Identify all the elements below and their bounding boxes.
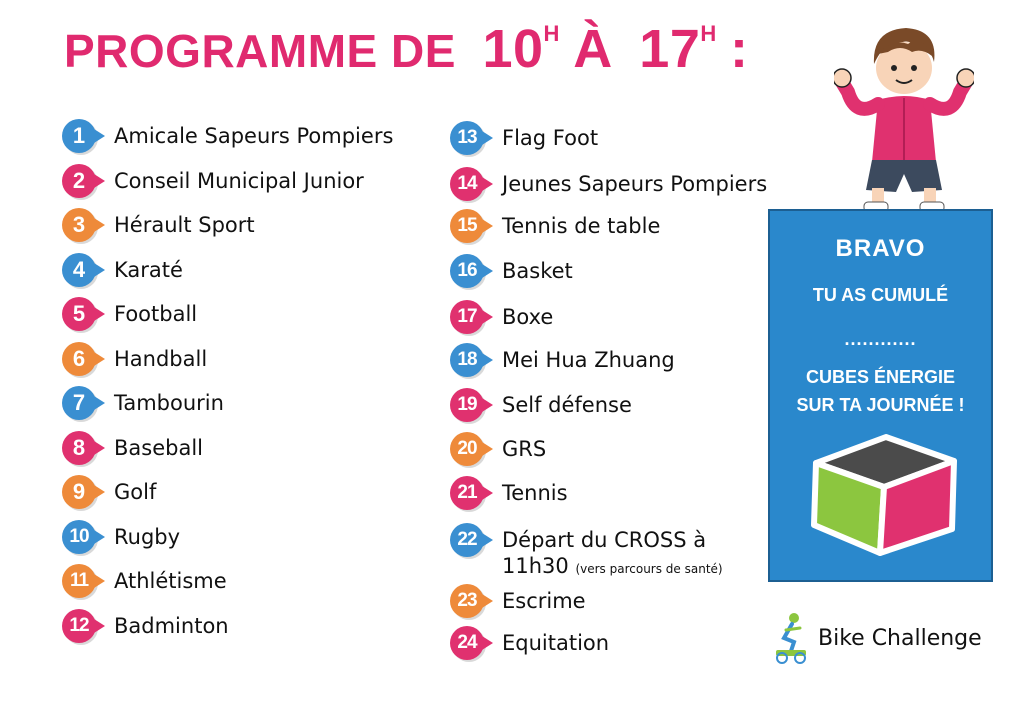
activity-label-line2 — [502, 554, 723, 578]
activity-note: (vers parcours de santé) — [575, 562, 723, 576]
number-badge-text: 13 — [457, 127, 477, 148]
number-badge — [62, 253, 96, 287]
activity-item — [62, 205, 255, 245]
number-badge-text: 8 — [72, 434, 86, 460]
activity-label: Tambourin — [114, 391, 224, 415]
activity-item — [62, 383, 224, 423]
activity-label: Amicale Sapeurs Pompiers — [114, 124, 394, 148]
activity-label: Baseball — [114, 435, 204, 460]
number-badge — [62, 609, 96, 643]
activity-label: Départ du CROSS à — [502, 528, 707, 552]
number-badge-text: 24 — [457, 632, 477, 653]
title-connector: À — [573, 19, 613, 79]
card-cumul: TU AS CUMULÉ — [812, 285, 949, 305]
number-badge-text: 9 — [72, 479, 86, 504]
number-badge — [450, 626, 484, 660]
energy-cube-icon — [808, 433, 958, 558]
number-badge — [62, 119, 96, 153]
cyclist-icon — [772, 612, 810, 664]
card-cubes-line2: SUR TA JOURNÉE ! — [796, 395, 965, 415]
activity-label: Badminton — [114, 613, 229, 638]
activity-label: Jeunes Sapeurs Pompiers — [502, 172, 768, 196]
number-badge-text: 19 — [457, 394, 477, 415]
number-badge-text: 3 — [72, 212, 86, 237]
activity-item — [62, 294, 197, 334]
number-badge — [62, 386, 96, 420]
number-badge — [450, 300, 484, 334]
number-badge — [450, 121, 484, 155]
number-badge — [62, 475, 96, 509]
activity-item — [62, 250, 183, 290]
activity-item — [450, 340, 675, 380]
activity-item — [62, 116, 393, 156]
number-badge — [62, 342, 96, 376]
activity-label: Flag Foot — [502, 126, 599, 150]
activity-item — [450, 118, 598, 158]
number-badge — [450, 343, 484, 377]
title-end-hour: 17 — [639, 19, 701, 79]
number-badge — [62, 208, 96, 242]
page-title — [64, 18, 749, 80]
activity-label: GRS — [502, 437, 547, 461]
card-blank-line: ............ — [844, 329, 917, 349]
number-badge-text: 2 — [72, 167, 86, 193]
activity-label: Escrime — [502, 589, 586, 613]
number-badge-text: 5 — [72, 301, 86, 326]
activity-label: Equitation — [502, 631, 610, 655]
flexing-boy-illustration — [834, 22, 974, 221]
number-badge-text: 7 — [72, 390, 86, 415]
activity-label: Tennis de table — [502, 214, 661, 238]
title-prefix: PROGRAMME DE — [64, 25, 456, 77]
activity-item — [62, 606, 229, 646]
number-badge — [62, 520, 96, 554]
activity-label: Golf — [114, 480, 157, 504]
activity-item — [62, 339, 207, 379]
title-start-hour: 10 — [482, 19, 544, 79]
activity-item — [450, 473, 568, 513]
number-badge-text: 15 — [457, 215, 477, 236]
number-badge — [62, 564, 96, 598]
number-badge-text: 20 — [457, 438, 477, 459]
activity-item — [450, 581, 586, 621]
number-badge-text: 6 — [72, 345, 86, 371]
activity-label: Athlétisme — [114, 569, 227, 593]
activity-item — [62, 472, 156, 512]
number-badge — [450, 254, 484, 288]
activity-label: Conseil Municipal Junior — [114, 168, 364, 193]
number-badge-text: 16 — [457, 260, 477, 281]
activity-item — [450, 385, 632, 425]
activity-label: Handball — [114, 346, 208, 371]
number-badge-text: 14 — [457, 173, 477, 194]
activity-item — [450, 623, 609, 663]
activity-label: Football — [114, 302, 198, 326]
bike-challenge — [772, 612, 982, 664]
number-badge — [450, 388, 484, 422]
activity-label: Tennis — [502, 481, 568, 505]
activity-item — [450, 206, 660, 246]
number-badge-text: 18 — [457, 349, 477, 370]
activity-list-right — [450, 118, 780, 673]
card-cubes-line1: CUBES ÉNERGIE — [805, 367, 956, 387]
number-badge-text: 11 — [69, 570, 89, 591]
number-badge-text: 12 — [69, 614, 89, 636]
number-badge — [450, 523, 484, 557]
title-start-unit: H — [543, 21, 560, 46]
number-badge — [450, 167, 484, 201]
number-badge-text: 17 — [457, 306, 477, 327]
activity-list-left — [62, 116, 442, 656]
activity-item — [62, 161, 364, 201]
title-colon: : — [730, 19, 749, 79]
number-badge-text: 10 — [69, 525, 89, 547]
activity-label: Boxe — [502, 305, 554, 329]
activity-label: Rugby — [114, 524, 181, 549]
activity-item — [450, 429, 546, 469]
number-badge — [450, 209, 484, 243]
number-badge — [62, 431, 96, 465]
number-badge-text: 21 — [457, 482, 477, 503]
activity-item — [62, 428, 203, 468]
activity-item — [62, 517, 180, 557]
activity-item — [450, 164, 767, 204]
activity-item — [450, 297, 553, 337]
card-cubes-text — [770, 363, 991, 419]
activity-item — [450, 251, 573, 291]
title-end-unit: H — [700, 21, 717, 46]
number-badge-text: 22 — [457, 529, 477, 550]
number-badge — [450, 432, 484, 466]
number-badge — [62, 297, 96, 331]
number-badge-text: 1 — [72, 123, 86, 148]
bike-challenge-label: Bike Challenge — [818, 625, 982, 651]
activity-label: Hérault Sport — [114, 213, 255, 237]
number-badge — [450, 584, 484, 618]
activity-label: Self défense — [502, 393, 632, 417]
number-badge-text: 23 — [457, 590, 477, 611]
activity-time: 11h30 — [502, 554, 569, 578]
energy-card — [768, 209, 993, 582]
number-badge-text: 4 — [72, 256, 86, 282]
activity-item — [62, 561, 227, 601]
number-badge — [450, 476, 484, 510]
activity-label: Basket — [502, 259, 573, 283]
card-bravo: BRAVO — [835, 235, 926, 262]
activity-label: Karaté — [114, 257, 183, 282]
activity-label: Mei Hua Zhuang — [502, 348, 675, 372]
number-badge — [62, 164, 96, 198]
